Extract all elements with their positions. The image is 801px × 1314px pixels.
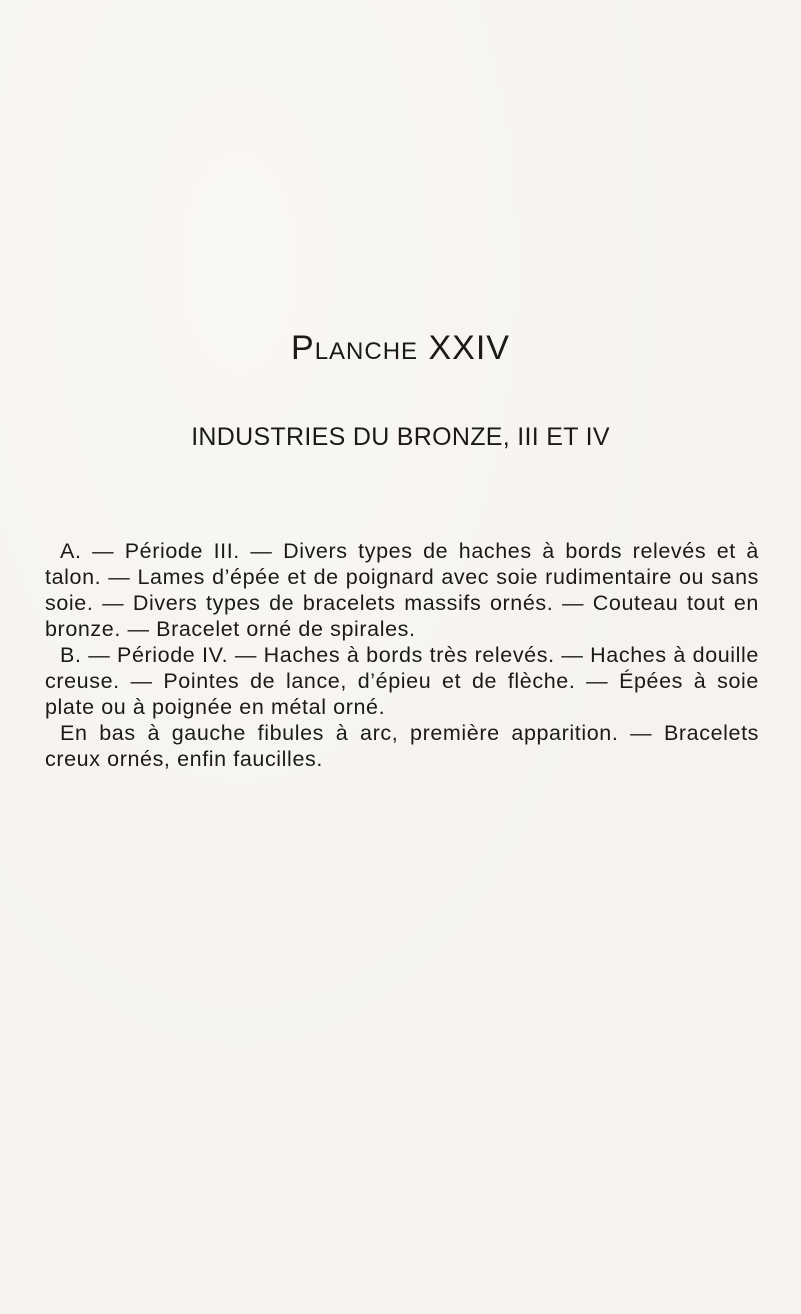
paragraph-period-iv: B. — Période IV. — Haches à bords très relevés. — Haches à douille creuse. — Pointes de lance, d’épieu et de flèche. — Épées à soie plate ou à poignée en métal orné. [45,643,759,719]
plate-title: Planche XXIV [291,329,510,367]
plate-description [45,538,759,772]
plate-subtitle: INDUSTRIES DU BRONZE, III ET IV [191,423,610,451]
paragraph-bottom-left: En bas à gauche fibules à arc, première apparition. — Bracelets creux ornés, enfin faucilles. [45,721,759,771]
paragraph-period-iii: A. — Période III. — Divers types de haches à bords relevés et à talon. — Lames d’épée et de poignard avec soie rudimentaire ou sans soie. — Divers types de bracelets massifs ornés. — Couteau tout en bronze. — Bracelet orné de spirales. [45,539,759,641]
